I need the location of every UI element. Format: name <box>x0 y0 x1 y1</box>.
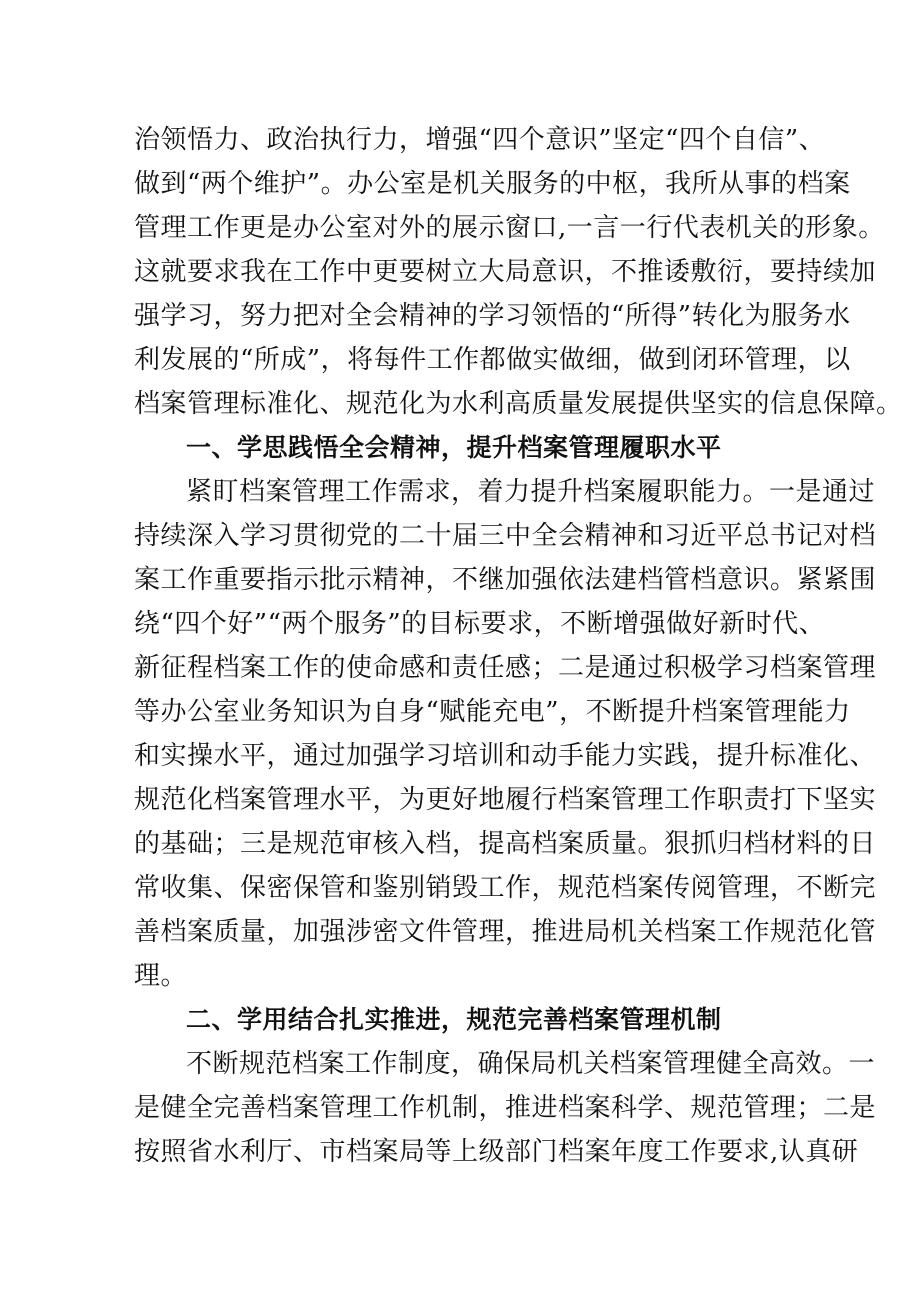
paragraph-line: 管理工作更是办公室对外的展示窗口,一言一行代表机关的形象。 <box>134 213 885 243</box>
paragraph-line: 理。 <box>134 961 188 991</box>
paragraph-line: 常收集、保密保管和鉴别销毁工作，规范档案传阅管理，不断完 <box>134 873 877 903</box>
paragraph-line: 这就要求我在工作中更要树立大局意识，不推诿敷衍，要持续加 <box>134 257 877 287</box>
paragraph-line: 绕“四个好”“两个服务”的目标要求，不断增强做好新时代、 <box>134 609 826 639</box>
paragraph-line: 按照省水利厅、市档案局等上级部门档案年度工作要求,认真研 <box>134 1137 859 1167</box>
paragraph-line: 治领悟力、政治执行力，增强“四个意识”坚定“四个自信”、 <box>134 125 826 155</box>
paragraph-line: 新征程档案工作的使命感和责任感；二是通过积极学习档案管理 <box>134 653 877 683</box>
paragraph-line: 等办公室业务知识为自身“赋能充电”，不断提升档案管理能力 <box>134 697 851 727</box>
paragraph-line: 档案管理标准化、规范化为水利高质量发展提供坚实的信息保障。 <box>134 389 903 419</box>
paragraph-line: 利发展的“所成”，将每件工作都做实做细，做到闭环管理，以 <box>134 345 851 375</box>
paragraph-line: 案工作重要指示批示精神，不继加强依法建档管档意识。紧紧围 <box>134 565 877 595</box>
paragraph-line: 是健全完善档案管理工作机制，推进档案科学、规范管理；二是 <box>134 1093 877 1123</box>
paragraph-line: 强学习，努力把对全会精神的学习领悟的“所得”转化为服务水 <box>134 301 851 331</box>
section-heading: 二、学用结合扎实推进，规范完善档案管理机制 <box>186 1005 722 1034</box>
paragraph-line: 和实操水平，通过加强学习培训和动手能力实践，提升标准化、 <box>134 741 877 771</box>
paragraph-line: 规范化档案管理水平，为更好地履行档案管理工作职责打下坚实 <box>134 785 877 815</box>
paragraph-line: 的基础；三是规范审核入档，提高档案质量。狠抓归档材料的日 <box>134 829 877 859</box>
section-heading: 一、学思践悟全会精神，提升档案管理履职水平 <box>186 433 722 462</box>
paragraph-line: 善档案质量，加强涉密文件管理，推进局机关档案工作规范化管 <box>134 917 877 947</box>
paragraph-line: 持续深入学习贯彻党的二十届三中全会精神和习近平总书记对档 <box>134 521 877 551</box>
paragraph-line: 紧盯档案管理工作需求，着力提升档案履职能力。一是通过 <box>186 477 876 507</box>
paragraph-line: 不断规范档案工作制度，确保局机关档案管理健全高效。一 <box>186 1049 876 1079</box>
paragraph-line: 做到“两个维护”。办公室是机关服务的中枢，我所从事的档案 <box>134 169 851 199</box>
